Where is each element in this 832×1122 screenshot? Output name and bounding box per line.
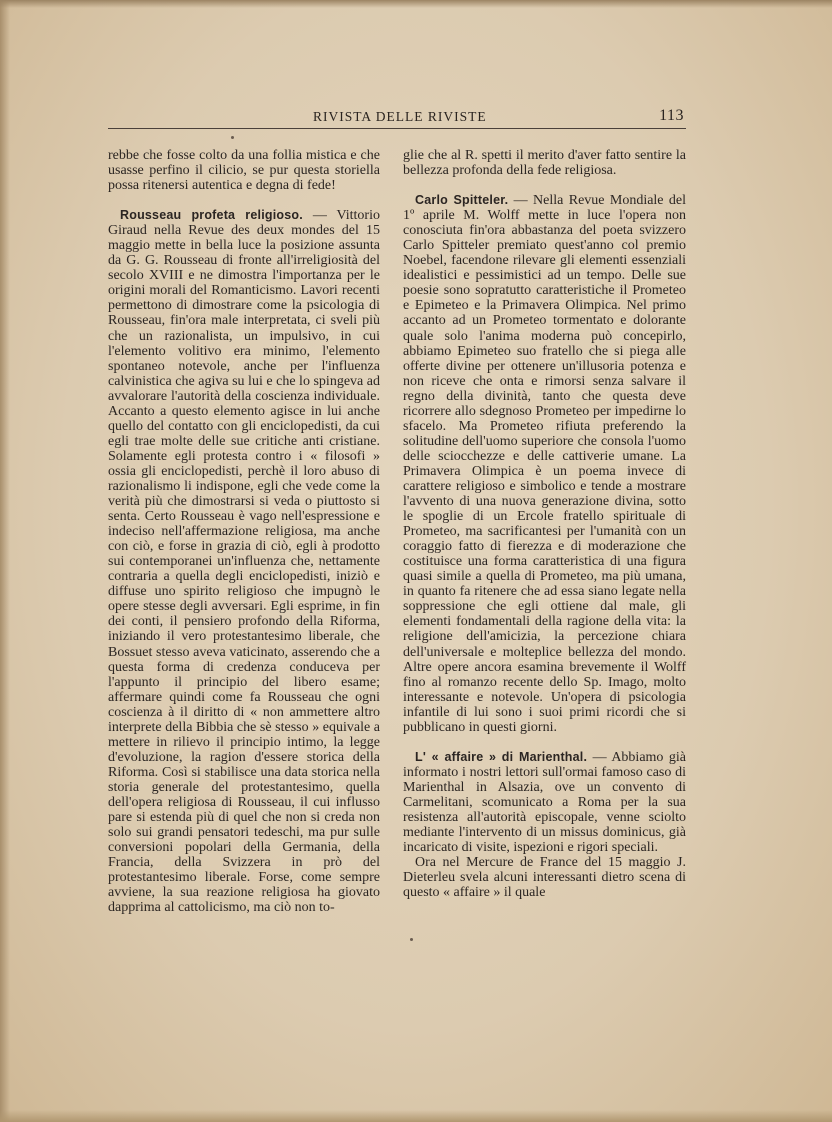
section-heading: Rousseau profeta religioso. bbox=[120, 208, 303, 223]
section-spitteler bbox=[403, 193, 686, 735]
section-heading: Carlo Spitteler. bbox=[415, 193, 509, 208]
paragraph-continuation: glie che al R. spetti il merito d'aver fatto sentire la bellezza profonda della fede religiosa. bbox=[403, 148, 686, 179]
section-body: — Nella Revue Mondiale del 1º aprile M. Wolff mette in luce l'opera non conosciuta fin'ora abbastanza del poeta svizzero Carlo Spitteler premiato quest'anno col premio Noebel, facendone rilevare gli elementi essenziali idealistici e pessimistici ad un tempo. Delle sue poesie sono sopratutto caratteristiche il Prometeo e Epimeteo e la Primavera Olimpica. Nel primo accanto ad un Prometeo tormentato e dolorante quale solo l'anima moderna può concepirlo, abbiamo Epimeteo suo fratello che si piega alle offerte divine per ottenere un'illusoria potenza e non riceve che onta e rimorsi senza salvare il regno della divinità, tanto che questa deve ricorrere allo sdegnoso Prometeo per impedirne lo sfacelo. Ma Prometeo rifiuta preferendo la solitudine dell'uomo superiore che consola l'uomo delle sciocchezze e delle cattiverie umane. La Primavera Olimpica è un poema invece di carattere religioso e simbolico e tende a mostrare l'avvento di una nuova generazione divina, sotto le spoglie di un Ercole fratello spirituale di Prometeo, ma sacrificantesi per l'umanità con un coraggio fatto di fierezza e di moderazione che costituisce una forma caratteristica di una figura quasi simile a quella di Prometeo, ma più umana, in quanto fa ritenere che ad essa siano legate nella soppressione che egli ottiene dal male, gli elementi fondamentali della ragione della vita: la religione dell'amicizia, la percezione chiara dell'universale e molteplice bellezza del mondo. Altre opere ancora esamina brevemente il Wolff fino al romanzo recente dello Sp. Imago, molto interessante e notevole. Un'opera di psicologia infantile di lui sono i suoi primi ricordi che si pubblicano in questi giorni. bbox=[403, 193, 687, 735]
left-column bbox=[108, 148, 380, 915]
section-marienthal bbox=[403, 750, 686, 855]
page-number: 113 bbox=[659, 107, 684, 124]
section-rousseau bbox=[108, 208, 380, 915]
page-edge-shadow bbox=[0, 0, 10, 1122]
print-speck bbox=[410, 938, 413, 941]
right-column bbox=[403, 148, 686, 900]
page-edge-shadow bbox=[0, 1110, 832, 1122]
paragraph-continuation: rebbe che fosse colto da una follia mistica e che usasse perfino il cilicio, se pur questa storiella possa ritenersi autentica e degna di fede! bbox=[108, 148, 380, 194]
running-head bbox=[108, 109, 686, 127]
section-body: — Abbiamo già informato i nostri lettori sull'ormai famoso caso di Marienthal in Alsazia, ove un convento di Carmelitani, scomunicato a Roma per la sua resistenza all'autorità episcopale, venne sciolto mediante l'intervento di un missus dominicus, già incaricato di visite, ispezioni e rigori speciali. bbox=[403, 749, 687, 856]
page-edge-shadow bbox=[0, 0, 832, 8]
header-rule bbox=[108, 128, 686, 129]
paragraph: Ora nel Mercure de France del 15 maggio J. Dieterleu svela alcuni interessanti dietro scena di questo « affaire » il quale bbox=[403, 855, 686, 901]
section-body: — Vittorio Giraud nella Revue des deux mondes del 15 maggio mette in bella luce la posizione assunta da G. G. Rousseau di fronte all'irreligiosità del secolo XVIII e ne dimostra l'importanza per le origini morali del Romanticismo. Lavori recenti permettono di dimostrare come la psicologia di Rousseau, fin'ora male interpretata, ci sveli più che un razionalista, un impulsivo, in cui l'elemento volitivo era minimo, l'elemento spontaneo notevole, anche per l'influenza calvinistica che agiva su lui e che lo spingeva ad avvalorare l'autorità della coscienza individuale. Accanto a questo elemento agisce in lui anche quello del contatto con gli enciclopedisti, da cui egli trae molte delle sue critiche anti cristiane. Solamente egli protesta contro i « filosofi » ossia gli enciclopedisti, perchè il loro abuso di razionalismo li indispone, egli che vede come la verità più che dimostrarsi si veda o piuttosto si senta. Certo Rousseau è vago nell'espressione e indeciso nell'affermazione religiosa, ma anche con ciò, e forse in grazia di ciò, egli à prodotto sui contemporanei un'influenza che, nettamente contraria a quella degli enciclopedisti, iniziò e diffuse uno spirito religioso che impugnò le opere stesse degli avversari. Egli esprime, in fin dei conti, il pensiero profondo della Riforma, iniziando il vero protestantesimo liberale, che Bossuet stesso aveva vaticinato, asserendo che a questa forma di credenza conduceva per l'appunto il principio del libero esame; affermare quindi come fa Rousseau che ogni coscienza à il diritto di « non ammettere altro interprete della Bibbia che sè stesso » equivale a mettere in rilievo il principio intimo, la legge d'evoluzione, la ragion d'essere storica della Riforma. Così si stabilisce una data storica nella storia generale del protestantesimo, quella dell'opera religiosa di Rousseau, il cui influsso pare si estenda più di quel che non si creda non solo sui grandi pensatori tedeschi, ma pur sulle conversioni popolari della Germania, della Francia, della Svizzera in prò del protestantesimo liberale. Forse, come sempre avviene, la sua reazione religiosa ha giovato dapprima al cattolicismo, ma ciò non to- bbox=[108, 208, 380, 916]
section-heading: L' « affaire » di Marienthal. bbox=[415, 749, 588, 764]
print-speck bbox=[231, 136, 234, 139]
running-head-title: RIVISTA DELLE RIVISTE bbox=[313, 109, 487, 124]
